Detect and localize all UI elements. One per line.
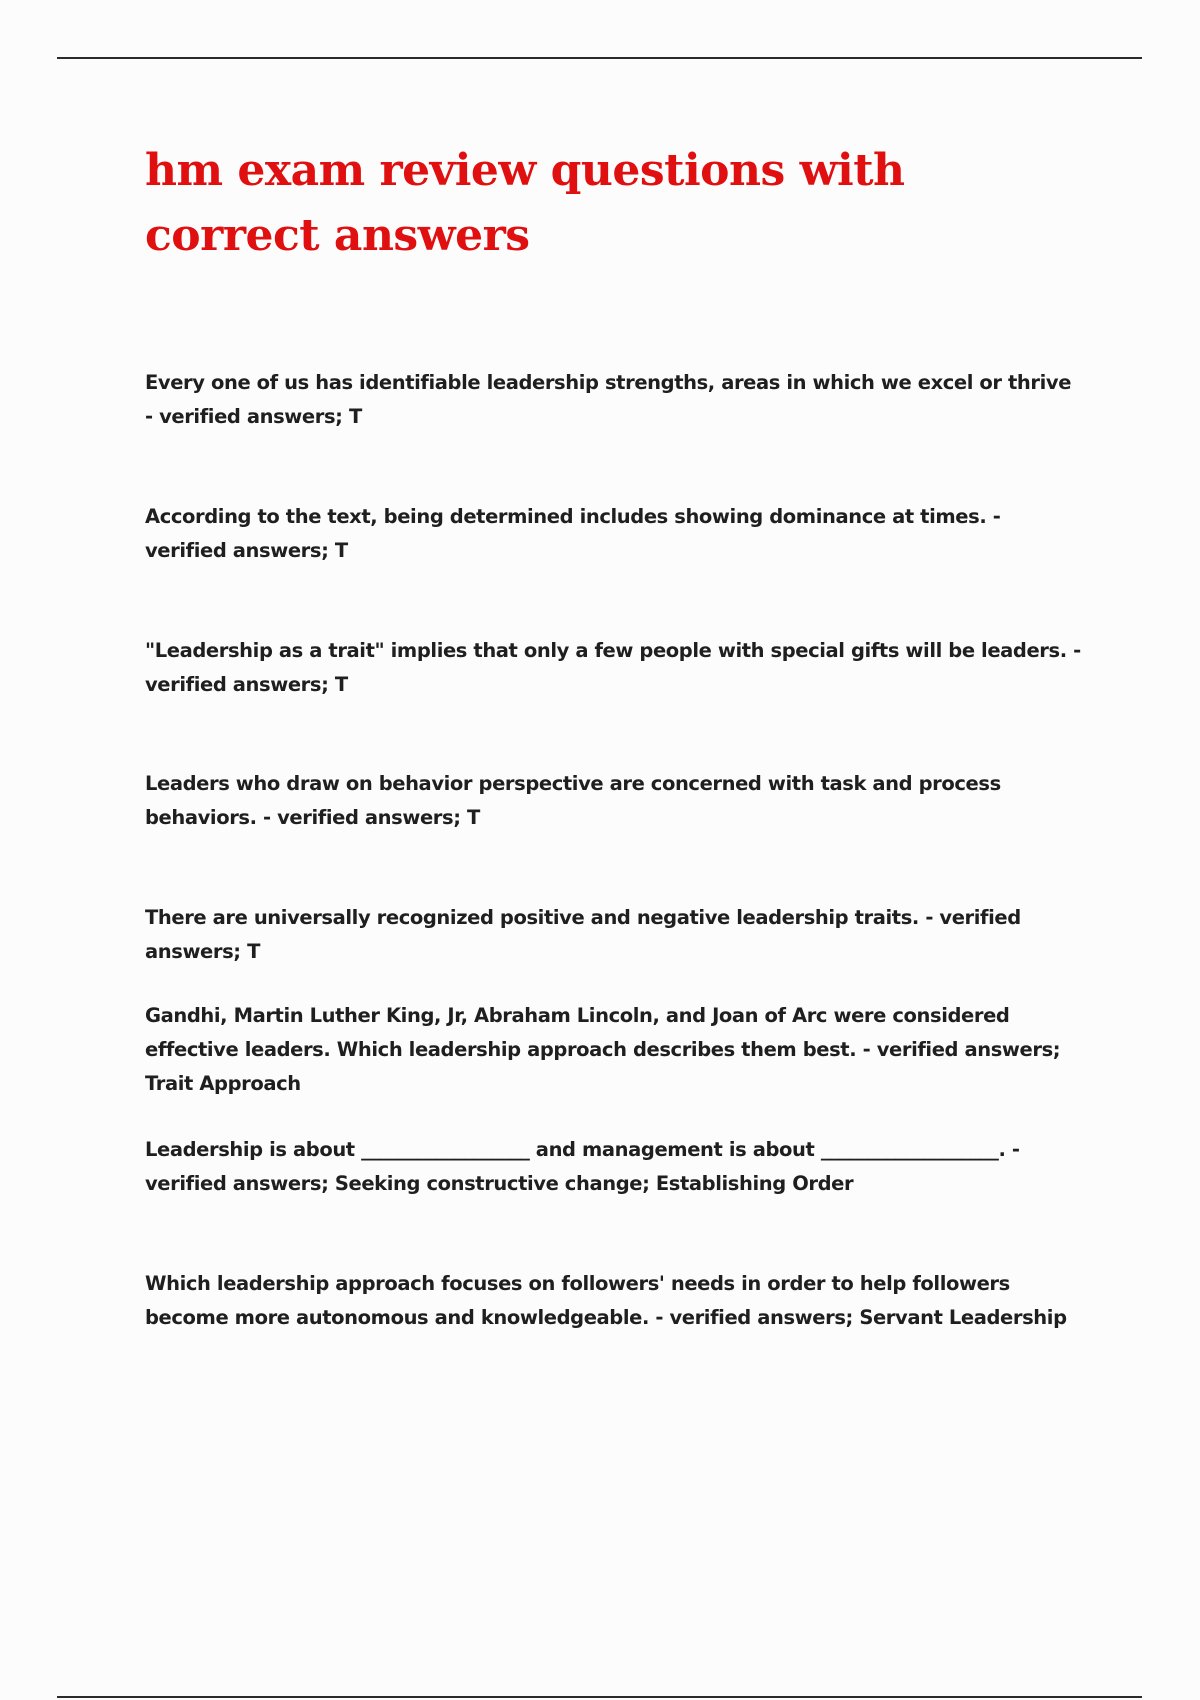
- question-item: There are universally recognized positive and negative leadership traits. - verified answers; T: [145, 906, 1021, 963]
- document-title: hm exam review questions with correct answers: [145, 145, 905, 261]
- question-item: "Leadership as a trait" implies that only a few people with special gifts will be leaders. - verified answers; T: [145, 639, 1081, 696]
- question-item: Leadership is about __________________ and management is about ___________________. - verified answers; Seeking constructive change; Establishing Order: [145, 1138, 1020, 1195]
- question-item: Gandhi, Martin Luther King, Jr, Abraham Lincoln, and Joan of Arc were considered effective leaders. Which leadership approach describes them best. - verified answers; Trait Approach: [145, 1004, 1061, 1095]
- question-item: Leaders who draw on behavior perspective are concerned with task and process behaviors. - verified answers; T: [145, 772, 1001, 829]
- footer-rule: [57, 1696, 1142, 1698]
- header-rule: [57, 57, 1142, 59]
- question-item: Every one of us has identifiable leadership strengths, areas in which we excel or thrive - verified answers; T: [145, 371, 1072, 428]
- question-item: Which leadership approach focuses on followers' needs in order to help followers become more autonomous and knowledgeable. - verified answers; Servant Leadership: [145, 1272, 1067, 1329]
- question-item: According to the text, being determined includes showing dominance at times. - verified answers; T: [145, 505, 1001, 562]
